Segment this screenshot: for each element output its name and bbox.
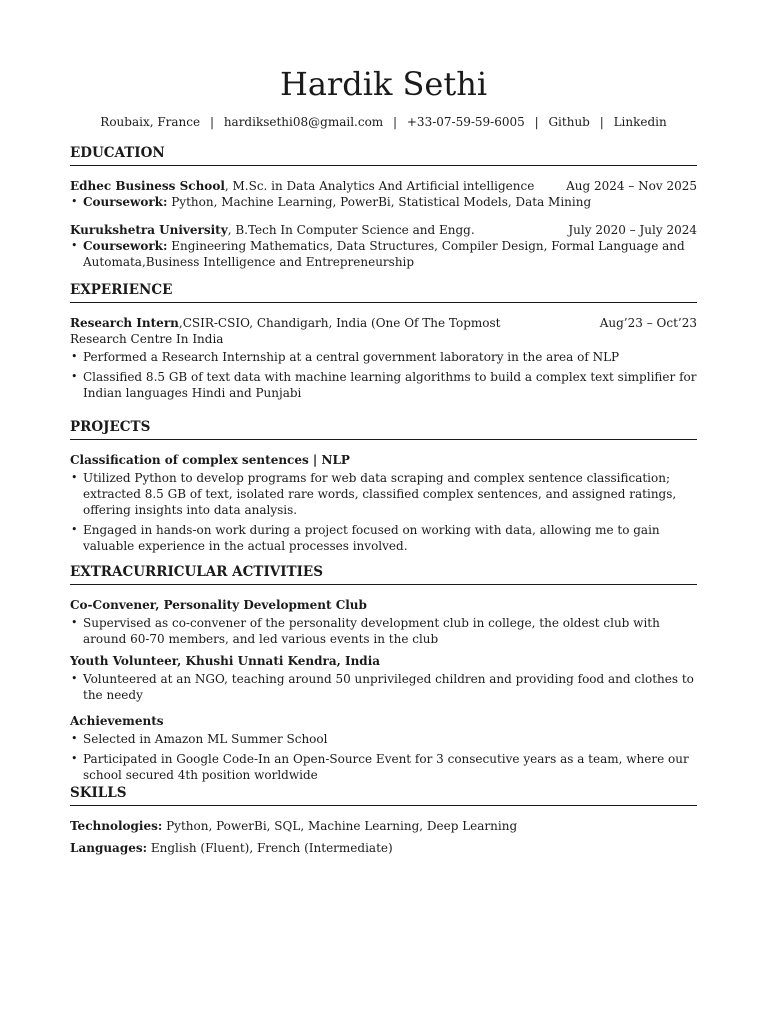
activity-entry [70, 597, 697, 647]
projects-section [70, 418, 697, 554]
experience-date: Aug’23 – Oct’23 [599, 316, 697, 330]
skills-heading: SKILLS [70, 784, 697, 806]
project-title: Classification of complex sentences | NLP [70, 453, 350, 467]
achievement-bullet: • Participated in Google Code-In an Open-Source Event for 3 consecutive years as a team, where our school secured 4th position worldwide [83, 751, 697, 783]
languages-text: English (Fluent), French (Intermediate) [147, 841, 393, 855]
linkedin-link[interactable]: Linkedin [613, 115, 667, 129]
degree-text: , B.Tech In Computer Science and Engg. [227, 223, 475, 237]
school-name: Edhec Business School [70, 179, 225, 193]
projects-heading: PROJECTS [70, 418, 697, 440]
activity-title: Co-Convener, Personality Development Club [70, 598, 367, 612]
contact-separator: | [599, 115, 604, 129]
skills-technologies [70, 818, 697, 834]
experience-bullet: • Classified 8.5 GB of text data with machine learning algorithms to build a complex text simplifier for Indian languages Hindi and Punjabi [83, 369, 697, 401]
experience-bullet: • Performed a Research Internship at a central government laboratory in the area of NLP [83, 349, 697, 365]
education-date: Aug 2024 – Nov 2025 [566, 179, 697, 193]
education-heading: EDUCATION [70, 144, 697, 166]
activity-entry [70, 653, 697, 703]
coursework-item [83, 238, 697, 270]
email-link[interactable]: hardiksethi08@gmail.com [223, 115, 384, 129]
github-link[interactable]: Github [548, 115, 590, 129]
contact-line [70, 114, 697, 130]
achievement-bullet: • Selected in Amazon ML Summer School [83, 731, 697, 747]
coursework-item [83, 194, 697, 210]
school-name: Kurukshetra University [70, 223, 228, 237]
candidate-name: Hardik Sethi [279, 65, 488, 103]
location-text: Roubaix, France [100, 115, 201, 129]
contact-separator: | [209, 115, 214, 129]
skills-languages [70, 840, 697, 856]
project-bullet: • Engaged in hands-on work during a project focused on working with data, allowing me to gain valuable experience in the actual processes involved. [83, 522, 697, 554]
job-title: Research Intern [70, 316, 179, 330]
activity-bullet: • Supervised as co-convener of the personality development club in college, the oldest club with around 60-70 members, and led various events in the club [83, 615, 697, 647]
education-section [70, 144, 697, 270]
contact-separator: | [393, 115, 398, 129]
activity-title: Youth Volunteer, Khushi Unnati Kendra, India [70, 654, 381, 668]
achievements-title: Achievements [70, 714, 164, 728]
technologies-label: Technologies: [70, 819, 163, 833]
education-date: July 2020 – July 2024 [568, 223, 697, 237]
achievements-entry [70, 713, 697, 783]
extracurricular-section [70, 563, 697, 783]
degree-text: , M.Sc. in Data Analytics And Artificial intelligence [224, 179, 535, 193]
contact-separator: | [534, 115, 539, 129]
activity-bullet: • Volunteered at an NGO, teaching around 50 unprivileged children and providing food and clothes to the needy [83, 671, 697, 703]
job-org: ,CSIR-CSIO, Chandigarh, India (One Of The Topmost Research Centre In India [70, 316, 501, 346]
experience-heading: EXPERIENCE [70, 281, 697, 303]
languages-label: Languages: [70, 841, 148, 855]
education-entry [70, 222, 697, 270]
extracurricular-heading: EXTRACURRICULAR ACTIVITIES [70, 563, 697, 585]
experience-section [70, 281, 697, 401]
coursework-label: Coursework: [83, 239, 168, 253]
coursework-text: Engineering Mathematics, Data Structures, Compiler Design, Formal Language and Automata,Business Intelligence and Entrepreneurship [83, 239, 685, 269]
phone-text: +33-07-59-59-6005 [406, 115, 525, 129]
project-bullet: • Utilized Python to develop programs for web data scraping and complex sentence classification; extracted 8.5 GB of text, isolated rare words, classified complex sentences, and assigned ratings, offering insights into data analysis. [83, 470, 697, 518]
technologies-text: Python, PowerBi, SQL, Machine Learning, Deep Learning [162, 819, 518, 833]
coursework-text: Python, Machine Learning, PowerBi, Statistical Models, Data Mining [167, 195, 592, 209]
education-entry [70, 178, 697, 210]
coursework-label: Coursework: [83, 195, 168, 209]
skills-section [70, 784, 697, 856]
project-entry [70, 452, 697, 554]
experience-entry [70, 315, 697, 401]
